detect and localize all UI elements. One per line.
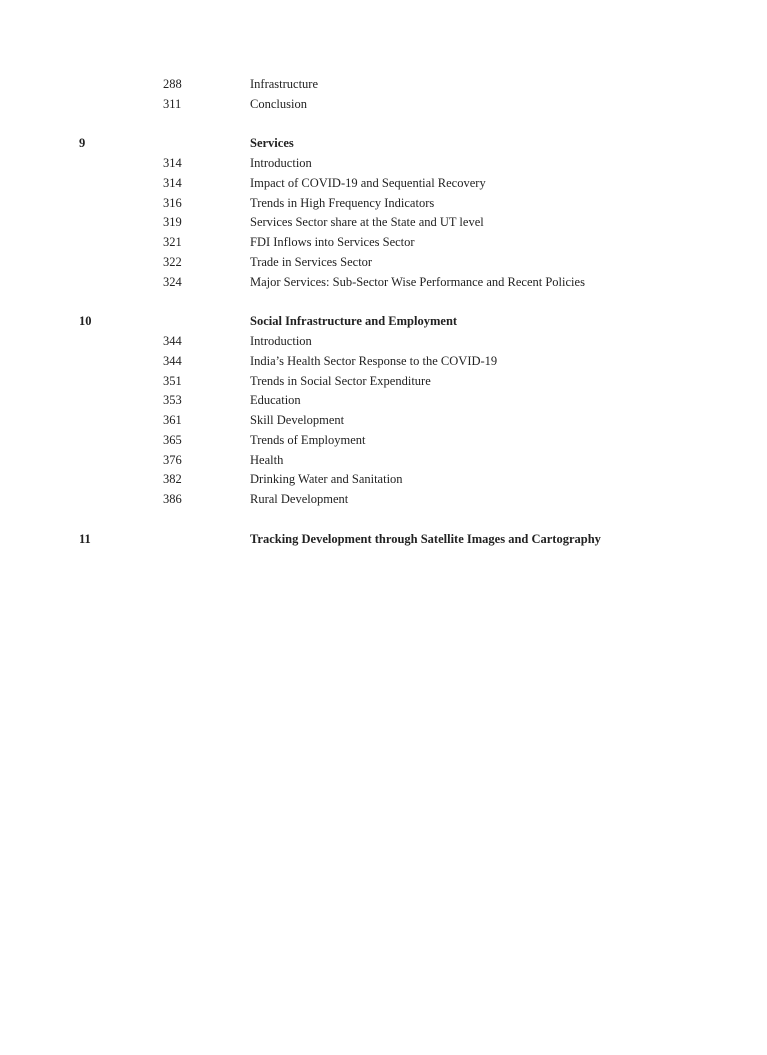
toc-entry[interactable] xyxy=(0,371,767,391)
toc-page-number: 288 xyxy=(163,77,182,91)
toc-page-number: 314 xyxy=(163,156,182,170)
toc-page-number: 319 xyxy=(163,215,182,229)
toc-entry-title: Health xyxy=(250,453,284,467)
toc-entry-title: Conclusion xyxy=(250,97,307,111)
chapter-title: Services xyxy=(250,136,294,150)
chapter-number: 10 xyxy=(79,314,92,328)
toc-page-number: 316 xyxy=(163,196,182,210)
chapter-heading-10[interactable] xyxy=(0,311,767,331)
toc-entry-title: Education xyxy=(250,393,301,407)
chapter-heading-9[interactable] xyxy=(0,133,767,153)
toc-entry[interactable] xyxy=(0,450,767,470)
toc-entry[interactable] xyxy=(0,193,767,213)
toc-page-number: 324 xyxy=(163,275,182,289)
toc-page-number: 311 xyxy=(163,97,182,111)
toc-entry[interactable] xyxy=(0,74,767,94)
toc-entry[interactable] xyxy=(0,153,767,173)
toc-entry[interactable] xyxy=(0,410,767,430)
toc-entry-title: Rural Development xyxy=(250,492,349,506)
chapter-heading-11[interactable] xyxy=(0,529,767,549)
toc-page-number: 353 xyxy=(163,393,182,407)
toc-entry[interactable] xyxy=(0,469,767,489)
toc-entry[interactable] xyxy=(0,252,767,272)
toc-entry-title: Drinking Water and Sanitation xyxy=(250,472,403,486)
chapter-number: 11 xyxy=(79,532,91,546)
toc-entry-title: Introduction xyxy=(250,156,312,170)
toc-page-number: 321 xyxy=(163,235,182,249)
toc-page-number: 386 xyxy=(163,492,182,506)
toc-entry[interactable] xyxy=(0,331,767,351)
toc-entry[interactable] xyxy=(0,232,767,252)
toc-page-number: 376 xyxy=(163,453,182,467)
toc-entry[interactable] xyxy=(0,351,767,371)
toc-entry[interactable] xyxy=(0,430,767,450)
toc-entry[interactable] xyxy=(0,173,767,193)
toc-entry-title: FDI Inflows into Services Sector xyxy=(250,235,415,249)
toc-page-number: 322 xyxy=(163,255,182,269)
toc-page-number: 365 xyxy=(163,433,182,447)
toc-entry-title: Impact of COVID-19 and Sequential Recovery xyxy=(250,176,486,190)
toc-entry[interactable] xyxy=(0,390,767,410)
toc-entry[interactable] xyxy=(0,212,767,232)
chapter-number: 9 xyxy=(79,136,86,150)
toc-page-number: 314 xyxy=(163,176,182,190)
toc-entry[interactable] xyxy=(0,489,767,509)
toc-entry-title: Skill Development xyxy=(250,413,345,427)
toc-entry[interactable] xyxy=(0,94,767,114)
chapter-title: Social Infrastructure and Employment xyxy=(250,314,458,328)
toc-entry-title: Infrastructure xyxy=(250,77,319,91)
toc-entry-title: Trends in Social Sector Expenditure xyxy=(250,374,431,388)
toc-entry-title: Trends of Employment xyxy=(250,433,366,447)
toc-entry-title: Trends in High Frequency Indicators xyxy=(250,196,435,210)
toc-entry-title: Major Services: Sub-Sector Wise Performance and Recent Policies xyxy=(250,275,585,289)
toc-page-number: 344 xyxy=(163,334,182,348)
toc-entry-title: Services Sector share at the State and UT level xyxy=(250,215,484,229)
toc-page-number: 361 xyxy=(163,413,182,427)
toc-entry[interactable] xyxy=(0,272,767,292)
toc-entry-title: Trade in Services Sector xyxy=(250,255,373,269)
toc-entry-title: India’s Health Sector Response to the COVID-19 xyxy=(250,354,498,368)
toc-page-number: 344 xyxy=(163,354,182,368)
toc-page-number: 351 xyxy=(163,374,182,388)
toc-page-number: 382 xyxy=(163,472,182,486)
chapter-title: Tracking Development through Satellite Images and Cartography xyxy=(250,532,601,546)
toc-entry-title: Introduction xyxy=(250,334,312,348)
